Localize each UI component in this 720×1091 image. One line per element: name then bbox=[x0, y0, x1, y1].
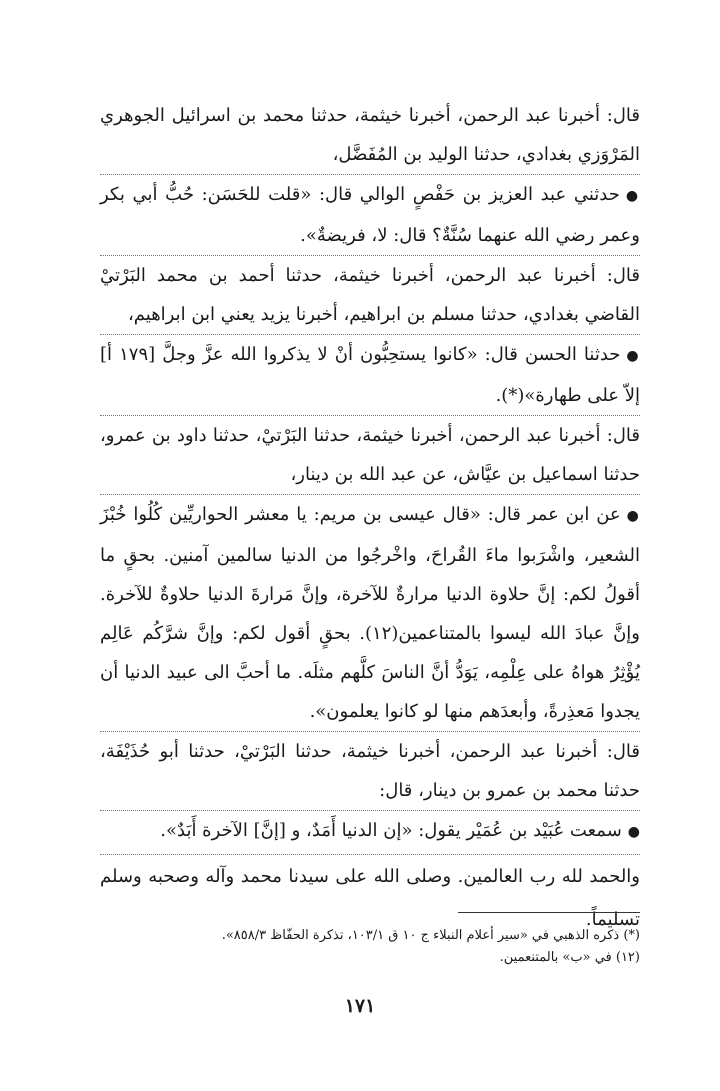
footnote-1: (*) ذكره الذهبي في «سير أعلام النبلاء ج ١٠ ق ١٠٣/١، تذكرة الحفّاظ ٨٥٨/٣». bbox=[221, 928, 640, 943]
isnad-paragraph bbox=[100, 731, 640, 810]
footnotes bbox=[100, 925, 640, 969]
paragraph-text: سمعت عُبَيْد بن عُمَيْر يقول: «إن الدنيا أَمَدٌ، و [إنَّ] الآخرة أَبَدٌ». bbox=[160, 820, 622, 841]
hadith-paragraph bbox=[100, 174, 640, 255]
paragraph-text: عن ابن عمر قال: «قال عيسى بن مريم: يا معشر الحواريِّين كُلُوا خُبْزَ الشعير، واشْرَبوا ماءَ القُراحَ، واخْرجُوا من الدنيا سالمين آمنين. بحقٍ ما أقولُ لكم: إنَّ حلاوة الدنيا مرارةٌ للآخرة، وإنَّ مَرارةَ الدنيا حلاوةٌ للآخرة. وإنَّ عبادَ الله ليسوا بالمتناعمين(١٢). بحقٍ أقول لكم: وإنَّ شرَّكُم عَالِم يُؤْثِرُ هواهُ على عِلْمِه، يَوَدُّ أنَّ الناسَ كلَّهم مثلَه. ما أحبَّ الى عبيد الدنيا أن يجدوا مَعذِرةً، وأبعدَهم منها لو كانوا يعلمون». bbox=[100, 504, 640, 722]
isnad-paragraph bbox=[100, 96, 640, 174]
bullet-icon: ● bbox=[626, 508, 641, 524]
footnote-2: (١٢) في «ب» بالمتنعمين. bbox=[499, 950, 640, 965]
hadith-paragraph bbox=[100, 810, 640, 852]
isnad-paragraph bbox=[100, 415, 640, 494]
main-text bbox=[100, 96, 640, 941]
footnote-divider bbox=[458, 912, 640, 913]
bullet-icon: ● bbox=[626, 348, 640, 364]
paragraph-text: قال: أخبرنا عبد الرحمن، أخبرنا خيثمة، حدثنا أحمد بن محمد البَرْتيْ القاضي بغدادي، حدثنا مسلم بن ابراهيم، أخبرنا يزيد يعني ابن ابراهيم، bbox=[100, 265, 640, 325]
paragraph-text: حدثنا الحسن قال: «كانوا يستحِبُّون أنْ لا يذكروا الله عزَّ وجلَّ [١٧٩ أ] إلاّ على طهارة»(*). bbox=[100, 344, 640, 406]
hadith-paragraph bbox=[100, 494, 640, 731]
bullet-icon: ● bbox=[625, 188, 640, 204]
closing-doxology: والحمد لله رب العالمين. وصلى الله على سيدنا محمد وآله وصحبه وسلم تسليماً. bbox=[100, 854, 640, 941]
paragraph-text: قال: أخبرنا عبد الرحمن، أخبرنا خيثمة، حدثنا البَرْتيْ، حدثنا داود بن عمرو، حدثنا اسماعيل بن عيَّاش، عن عبد الله بن دينار، bbox=[100, 425, 640, 485]
isnad-paragraph bbox=[100, 255, 640, 334]
hadith-paragraph bbox=[100, 334, 640, 415]
paragraph-text: قال: أخبرنا عبد الرحمن، أخبرنا خيثمة، حدثنا محمد بن اسرائيل الجوهري المَرْوَزي بغدادي، حدثنا الوليد بن المُفَضَّل، bbox=[100, 105, 640, 165]
page-number: ١٧١ bbox=[344, 995, 376, 1017]
paragraph-text: حدثني عبد العزيز بن حَفْصٍ الوالي قال: «قلت للحَسَن: حُبُّ أبي بكر وعمر رضي الله عنهما سُنَّةٌ؟ قال: لا، فريضةٌ». bbox=[100, 184, 640, 246]
bullet-icon: ● bbox=[627, 824, 640, 840]
paragraph-text: قال: أخبرنا عبد الرحمن، أخبرنا خيثمة، حدثنا البَرْتيْ، حدثنا أبو حُذَيْفَة، حدثنا محمد بن عمرو بن دينار، قال: bbox=[100, 741, 640, 801]
